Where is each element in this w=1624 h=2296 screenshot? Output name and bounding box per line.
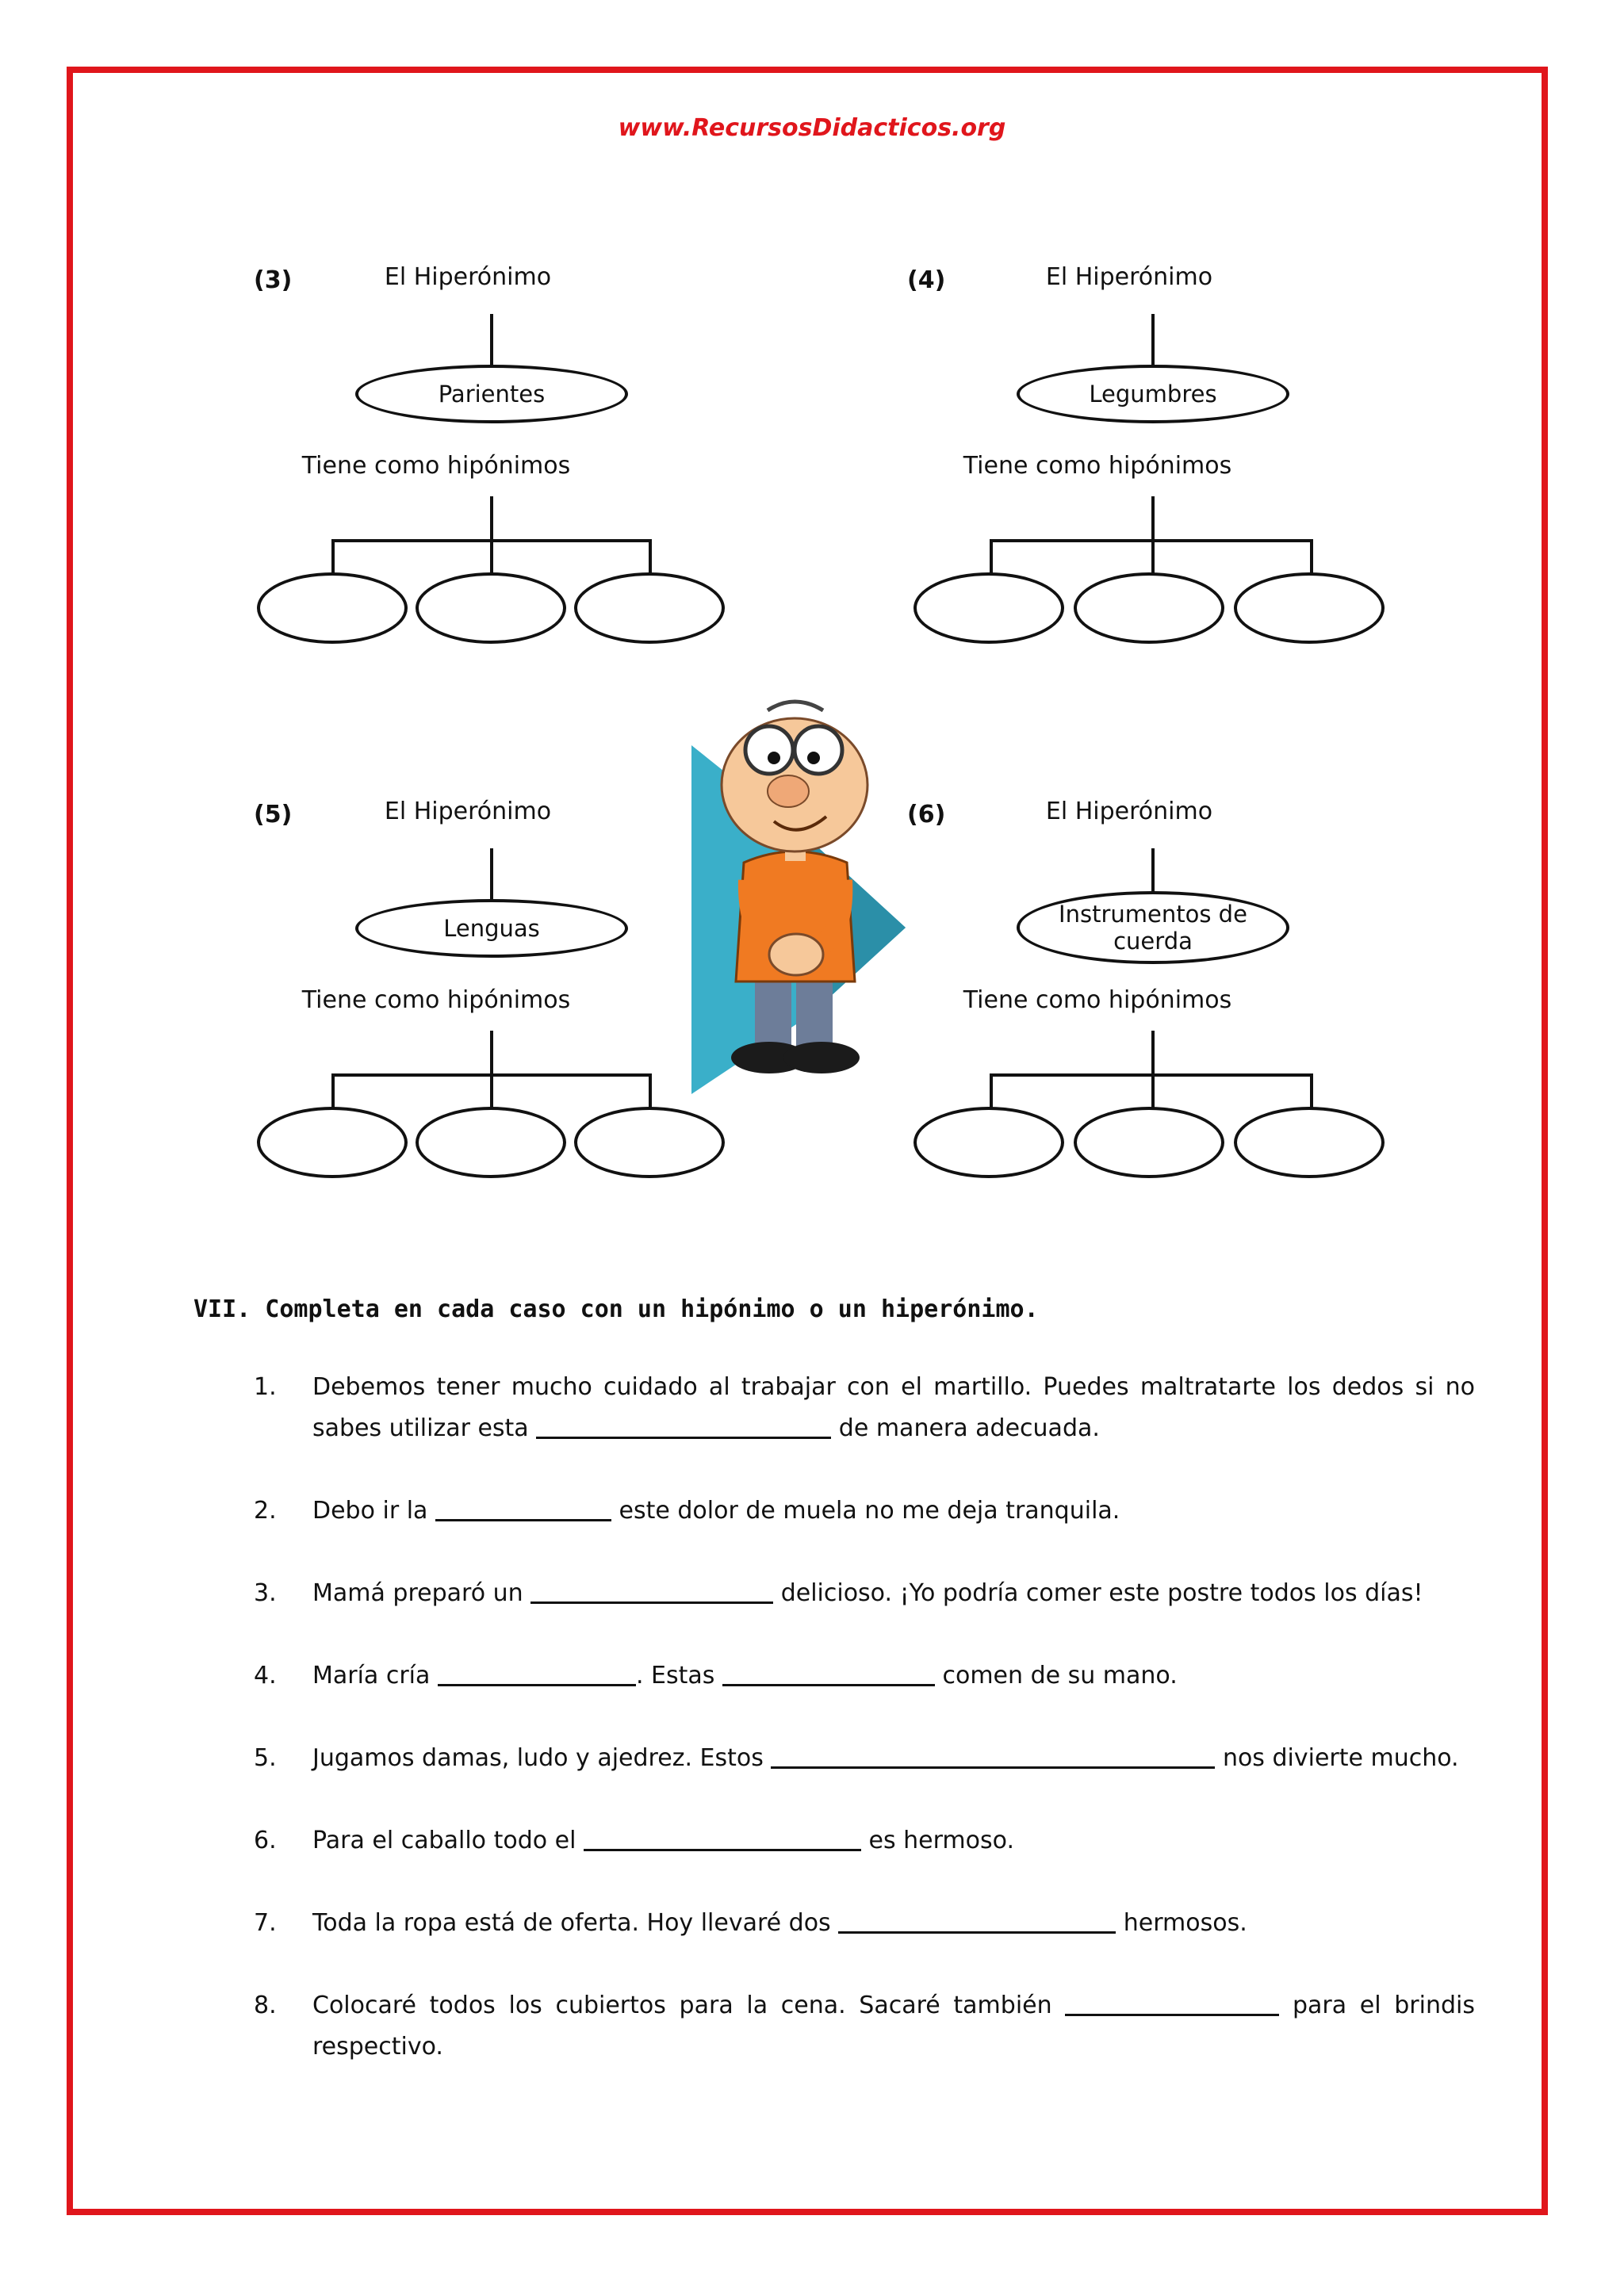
item-text-middle: . Estas — [635, 1662, 715, 1689]
item-text-before: Colocaré todos los cubiertos para la cena. Sacaré también — [312, 1992, 1052, 2019]
item-text — [312, 1738, 1475, 1779]
hyponym-blank-1[interactable] — [257, 572, 408, 644]
hyponym-blank-2[interactable] — [416, 572, 566, 644]
item-text-before: Debo ir la — [312, 1497, 428, 1525]
item-text — [312, 1367, 1475, 1449]
item-number: 5. — [254, 1744, 277, 1772]
diagram-4 — [907, 263, 1526, 679]
hypernym-ellipse: Lenguas — [355, 899, 628, 958]
hyponym-blank-1[interactable] — [914, 1107, 1064, 1178]
answer-blank[interactable] — [838, 1904, 1116, 1934]
hyponym-blank-3[interactable] — [1234, 1107, 1385, 1178]
item-text — [312, 1490, 1475, 1532]
hyponym-blank-3[interactable] — [1234, 572, 1385, 644]
answer-blank[interactable] — [530, 1575, 773, 1604]
website-header[interactable]: www.RecursosDidacticos.org — [618, 114, 1006, 142]
answer-blank[interactable] — [1065, 1987, 1279, 2016]
item-text-after: delicioso. ¡Yo podría comer este postre todos los días! — [780, 1579, 1423, 1607]
item-text-before: María cría — [312, 1662, 431, 1689]
hyponym-label: Tiene como hipónimos — [963, 986, 1232, 1014]
item-number: 2. — [254, 1497, 277, 1525]
item-text — [312, 1985, 1475, 2068]
item-text-after: nos divierte mucho. — [1222, 1744, 1459, 1772]
diagram-3 — [254, 263, 872, 679]
hypernym-ellipse: Instrumentos de cuerda — [1017, 891, 1289, 964]
hyponym-blank-3[interactable] — [574, 1107, 725, 1178]
hyponym-label: Tiene como hipónimos — [963, 452, 1232, 480]
item-text — [312, 1903, 1475, 1944]
hypernym-label: El Hiperónimo — [1045, 263, 1213, 291]
item-text-before: Toda la ropa está de oferta. Hoy llevaré dos — [312, 1909, 831, 1937]
hypernym-label: El Hiperónimo — [384, 798, 552, 825]
cartoon-boy-icon — [691, 682, 906, 1094]
item-text-before: Mamá preparó un — [312, 1579, 523, 1607]
diagram-number: (3) — [254, 266, 293, 294]
item-text — [312, 1573, 1475, 1614]
item-number: 4. — [254, 1662, 277, 1689]
item-text-after: de manera adecuada. — [838, 1414, 1100, 1442]
diagram-number: (6) — [907, 801, 946, 828]
diagram-6 — [907, 798, 1526, 1213]
answer-blank-1[interactable] — [438, 1657, 636, 1686]
item-text — [312, 1655, 1475, 1697]
item-number: 1. — [254, 1373, 277, 1401]
section-title: VII. Completa en cada caso con un hipónimo o un hiperónimo. — [193, 1295, 1039, 1323]
answer-blank-2[interactable] — [722, 1657, 935, 1686]
answer-blank[interactable] — [584, 1822, 861, 1851]
item-text-after: para el brindis respectivo. — [312, 1992, 1475, 2061]
hyponym-blank-1[interactable] — [257, 1107, 408, 1178]
item-text-before: Debemos tener mucho cuidado al trabajar con el martillo. Puedes maltratarte los dedos si no sabes utilizar esta — [312, 1373, 1475, 1442]
hyponym-blank-1[interactable] — [914, 572, 1064, 644]
item-text-after: este dolor de muela no me deja tranquila. — [619, 1497, 1120, 1525]
hyponym-blank-2[interactable] — [416, 1107, 566, 1178]
answer-blank[interactable] — [771, 1739, 1215, 1769]
item-text-after: es hermoso. — [868, 1827, 1014, 1854]
hypernym-ellipse: Parientes — [355, 365, 628, 423]
item-text — [312, 1820, 1475, 1862]
item-text-after: comen de su mano. — [942, 1662, 1178, 1689]
diagram-number: (4) — [907, 266, 946, 294]
item-number: 7. — [254, 1909, 277, 1937]
item-number: 6. — [254, 1827, 277, 1854]
item-text-before: Para el caballo todo el — [312, 1827, 576, 1854]
diagram-number: (5) — [254, 801, 293, 828]
hyponym-label: Tiene como hipónimos — [301, 986, 571, 1014]
hypernym-ellipse: Legumbres — [1017, 365, 1289, 423]
hyponym-blank-2[interactable] — [1074, 1107, 1224, 1178]
answer-blank[interactable] — [435, 1492, 611, 1521]
hyponym-blank-3[interactable] — [574, 572, 725, 644]
hypernym-label: El Hiperónimo — [384, 263, 552, 291]
hypernym-label: El Hiperónimo — [1045, 798, 1213, 825]
hyponym-label: Tiene como hipónimos — [301, 452, 571, 480]
hyponym-blank-2[interactable] — [1074, 572, 1224, 644]
item-number: 8. — [254, 1992, 277, 2019]
item-text-before: Jugamos damas, ludo y ajedrez. Estos — [312, 1744, 764, 1772]
item-number: 3. — [254, 1579, 277, 1607]
answer-blank[interactable] — [536, 1410, 831, 1439]
item-text-after: hermosos. — [1123, 1909, 1247, 1937]
